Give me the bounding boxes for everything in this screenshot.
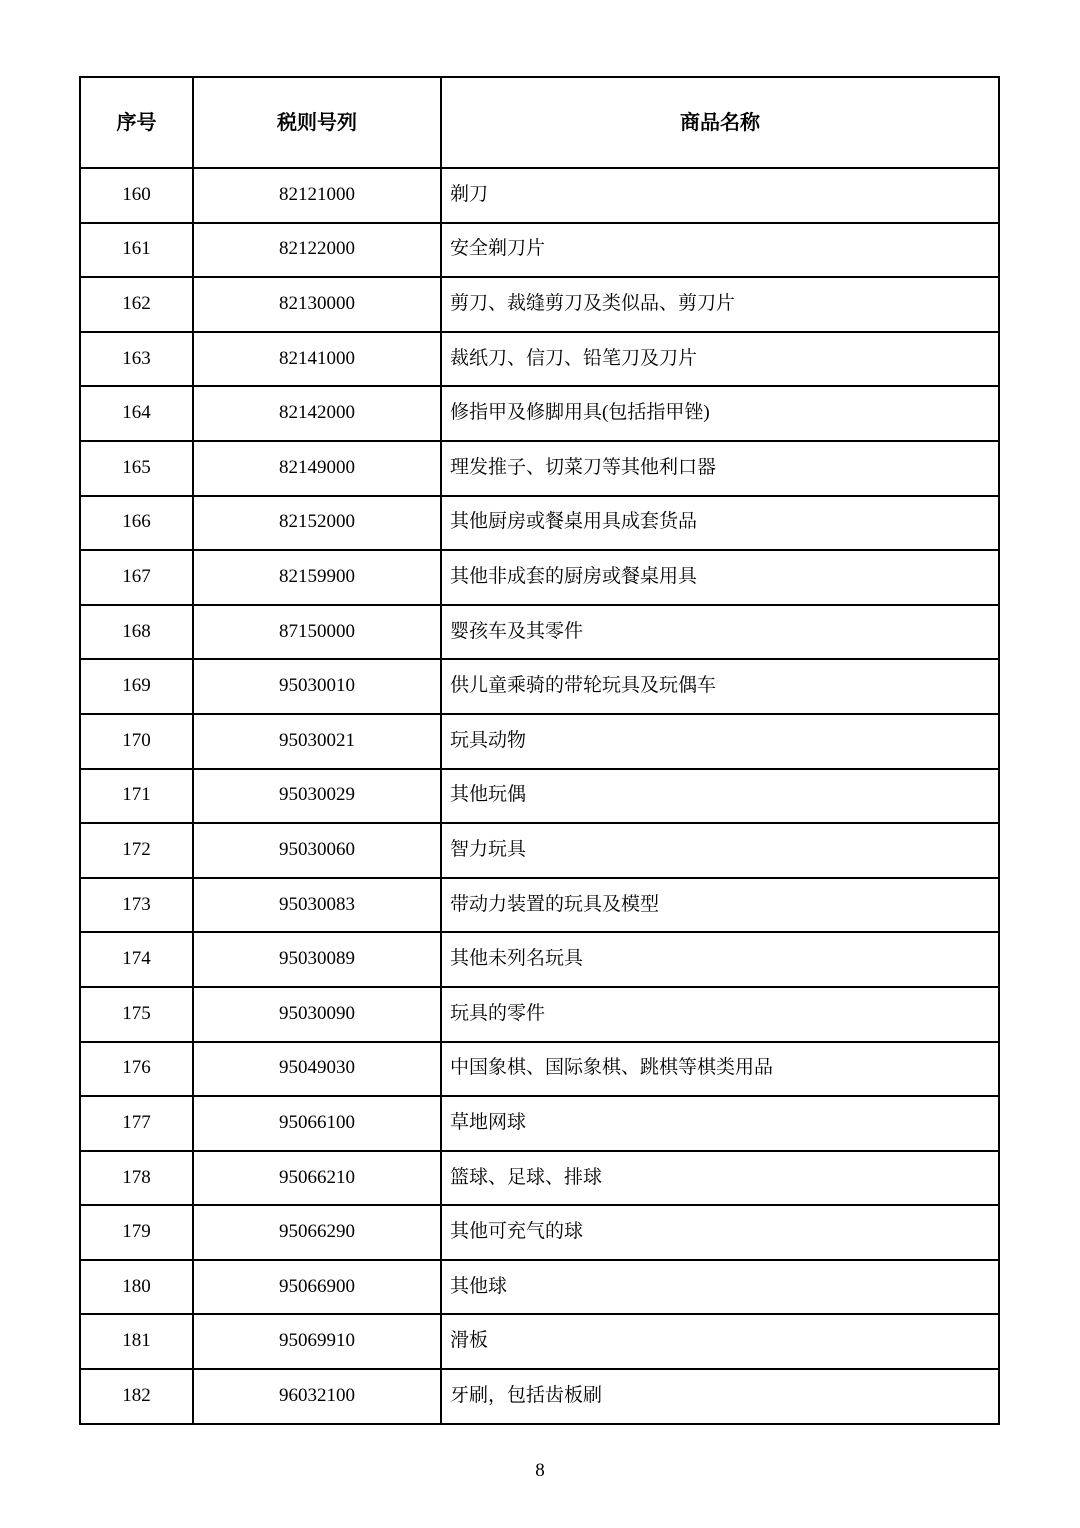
code-cell: 95030060 <box>193 823 441 878</box>
table-row <box>80 550 999 605</box>
code-cell: 82159900 <box>193 550 441 605</box>
seq-cell: 166 <box>80 496 193 551</box>
table-row <box>80 987 999 1042</box>
table-row <box>80 769 999 824</box>
code-cell: 95030083 <box>193 878 441 933</box>
table-row <box>80 932 999 987</box>
code-cell: 95030090 <box>193 987 441 1042</box>
name-cell: 玩具动物 <box>441 714 999 769</box>
table-row <box>80 714 999 769</box>
table-row <box>80 605 999 660</box>
name-cell: 婴孩车及其零件 <box>441 605 999 660</box>
table-row <box>80 441 999 496</box>
seq-cell: 161 <box>80 223 193 278</box>
header-row <box>80 77 999 168</box>
code-cell: 95030029 <box>193 769 441 824</box>
code-cell: 82122000 <box>193 223 441 278</box>
tariff-table <box>79 76 1000 1425</box>
code-cell: 82141000 <box>193 332 441 387</box>
name-cell: 其他可充气的球 <box>441 1205 999 1260</box>
seq-cell: 162 <box>80 277 193 332</box>
seq-cell: 170 <box>80 714 193 769</box>
name-cell: 裁纸刀、信刀、铅笔刀及刀片 <box>441 332 999 387</box>
seq-cell: 176 <box>80 1042 193 1097</box>
table-row <box>80 496 999 551</box>
seq-cell: 171 <box>80 769 193 824</box>
code-cell: 95066900 <box>193 1260 441 1315</box>
seq-cell: 168 <box>80 605 193 660</box>
name-cell: 篮球、足球、排球 <box>441 1151 999 1206</box>
code-cell: 82130000 <box>193 277 441 332</box>
table-row <box>80 659 999 714</box>
name-cell: 带动力装置的玩具及模型 <box>441 878 999 933</box>
table-row <box>80 823 999 878</box>
seq-cell: 172 <box>80 823 193 878</box>
code-cell: 82152000 <box>193 496 441 551</box>
seq-cell: 164 <box>80 386 193 441</box>
seq-cell: 177 <box>80 1096 193 1151</box>
code-cell: 95030010 <box>193 659 441 714</box>
table-row <box>80 277 999 332</box>
code-cell: 87150000 <box>193 605 441 660</box>
name-cell: 修指甲及修脚用具(包括指甲锉) <box>441 386 999 441</box>
name-cell: 其他厨房或餐桌用具成套货品 <box>441 496 999 551</box>
table-row <box>80 1260 999 1315</box>
column-header-seq: 序号 <box>80 77 193 168</box>
code-cell: 95030021 <box>193 714 441 769</box>
seq-cell: 178 <box>80 1151 193 1206</box>
table-row <box>80 878 999 933</box>
table-row <box>80 223 999 278</box>
name-cell: 剪刀、裁缝剪刀及类似品、剪刀片 <box>441 277 999 332</box>
name-cell: 其他玩偶 <box>441 769 999 824</box>
name-cell: 剃刀 <box>441 168 999 223</box>
seq-cell: 181 <box>80 1314 193 1369</box>
seq-cell: 175 <box>80 987 193 1042</box>
tariff-table-header <box>80 77 999 168</box>
code-cell: 95069910 <box>193 1314 441 1369</box>
code-cell: 82142000 <box>193 386 441 441</box>
table-row <box>80 1369 999 1424</box>
seq-cell: 165 <box>80 441 193 496</box>
seq-cell: 182 <box>80 1369 193 1424</box>
table-row <box>80 332 999 387</box>
table-row <box>80 1042 999 1097</box>
table-row <box>80 1151 999 1206</box>
code-cell: 95066290 <box>193 1205 441 1260</box>
name-cell: 其他未列名玩具 <box>441 932 999 987</box>
name-cell: 其他非成套的厨房或餐桌用具 <box>441 550 999 605</box>
name-cell: 草地网球 <box>441 1096 999 1151</box>
table-row <box>80 1205 999 1260</box>
code-cell: 82121000 <box>193 168 441 223</box>
column-header-code: 税则号列 <box>193 77 441 168</box>
seq-cell: 160 <box>80 168 193 223</box>
seq-cell: 163 <box>80 332 193 387</box>
table-row <box>80 386 999 441</box>
table-row <box>80 1314 999 1369</box>
name-cell: 滑板 <box>441 1314 999 1369</box>
tariff-table-body <box>80 168 999 1424</box>
name-cell: 牙刷，包括齿板刷 <box>441 1369 999 1424</box>
code-cell: 82149000 <box>193 441 441 496</box>
seq-cell: 174 <box>80 932 193 987</box>
table-row <box>80 1096 999 1151</box>
code-cell: 95030089 <box>193 932 441 987</box>
name-cell: 智力玩具 <box>441 823 999 878</box>
code-cell: 95066100 <box>193 1096 441 1151</box>
table-row <box>80 168 999 223</box>
seq-cell: 173 <box>80 878 193 933</box>
name-cell: 理发推子、切菜刀等其他利口器 <box>441 441 999 496</box>
column-header-name: 商品名称 <box>441 77 999 168</box>
seq-cell: 179 <box>80 1205 193 1260</box>
page-number: 8 <box>535 1460 545 1481</box>
name-cell: 中国象棋、国际象棋、跳棋等棋类用品 <box>441 1042 999 1097</box>
seq-cell: 180 <box>80 1260 193 1315</box>
name-cell: 其他球 <box>441 1260 999 1315</box>
seq-cell: 167 <box>80 550 193 605</box>
name-cell: 安全剃刀片 <box>441 223 999 278</box>
code-cell: 96032100 <box>193 1369 441 1424</box>
name-cell: 供儿童乘骑的带轮玩具及玩偶车 <box>441 659 999 714</box>
seq-cell: 169 <box>80 659 193 714</box>
code-cell: 95066210 <box>193 1151 441 1206</box>
name-cell: 玩具的零件 <box>441 987 999 1042</box>
code-cell: 95049030 <box>193 1042 441 1097</box>
